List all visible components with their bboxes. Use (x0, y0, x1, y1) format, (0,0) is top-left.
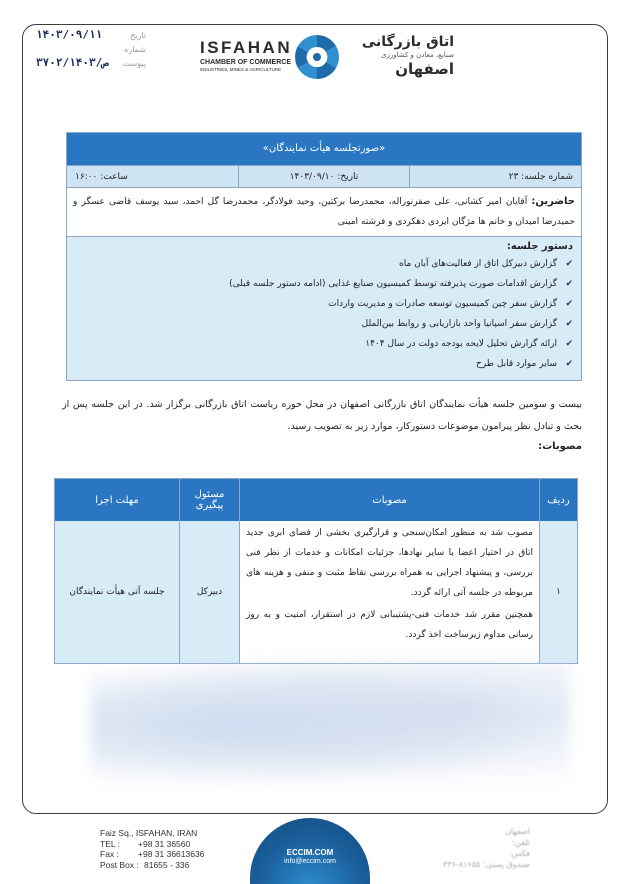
header-responsible: مسئول پیگیری (179, 479, 239, 521)
approval-paragraph-2: همچنین مقرر شد خدمات فنی-پشتیبانی لازم در استقرار، امنیت و به روز رسانی مداوم زیرساخت اخذ گردد. (246, 610, 533, 640)
intro-paragraph: بیست و سومین جلسه هیأت نمایندگان اتاق بازرگانی اصفهان در محل حوزه ریاست اتاق بازرگانی برگزار شد. در این جلسه پس از بحث و تبادل نظر پیرامون موضوعات دستورکار، موارد زیر به تصویب رسید. (62, 399, 582, 432)
agenda-item-text: گزارش سفر اسپانیا واحد بازاریابی و روابط بین‌الملل (361, 319, 557, 329)
fax-value: +98 31 36613636 (138, 849, 205, 859)
logo-en-line2: INDUSTRIES, MINES & AGRICULTURE (200, 67, 282, 72)
redacted-signatures (90, 660, 570, 790)
responsible: دبیرکل (179, 521, 239, 663)
chamber-logo-icon (292, 32, 342, 82)
header-deadline: مهلت اجرا (95, 494, 139, 506)
check-icon: ✔ (565, 299, 573, 309)
agenda-item-text: گزارش سفر چین کمیسیون توسعه صادرات و مدیریت واردات (328, 299, 557, 309)
logo-en-name: ISFAHAN (200, 38, 293, 57)
check-icon: ✔ (565, 339, 573, 349)
logo-persian (344, 34, 454, 78)
approvals-table (54, 478, 578, 664)
session-number: شماره جلسه: ۲۳ (409, 166, 581, 187)
tel-label: TEL : (100, 838, 120, 849)
session-time: ساعت: ۱۶:۰۰ (74, 172, 128, 182)
agenda-item (75, 314, 573, 334)
footer-contact-en (100, 828, 204, 870)
agenda-item (75, 354, 573, 374)
agenda-item-text: گزارش اقدامات صورت پذیرفته توسط کمیسیون صنایع غذایی (ادامه دستور جلسه قبلی) (229, 279, 557, 289)
letterhead (0, 28, 625, 98)
reference-block (36, 28, 146, 73)
number-label: شماره (124, 45, 146, 54)
footer-address: Faiz Sq., ISFAHAN, IRAN (100, 828, 198, 838)
attendees-text: آقایان امیر کشانی، علی صفرنوراله، محمدرضا برکتین، وحید فولادگر، محمدرضا گل احمد، سید یوسف قاضی عسگر و حمیدرضا امیدان و خانم ها مژگان ایزدی دهکردی و فرشته امینی (73, 197, 575, 227)
approvals-label: مصوبات: (538, 441, 582, 452)
check-icon: ✔ (565, 259, 573, 269)
logo-en-line1: CHAMBER OF COMMERCE (200, 59, 291, 66)
meeting-meta-row (67, 165, 581, 187)
agenda-item (75, 254, 573, 274)
header-row-number: ردیف (539, 479, 577, 521)
approvals-header-row (55, 479, 577, 521)
pobox-value: 81655 - 336 (144, 859, 190, 870)
attachment-label: پیوست (122, 59, 146, 68)
footer-web (250, 818, 370, 884)
footer-fa-line: تلفن: (512, 838, 530, 847)
session-date: تاریخ: ۱۴۰۳/۰۹/۱۰ (238, 166, 410, 187)
date-label: تاریخ (130, 31, 146, 40)
agenda-item (75, 334, 573, 354)
agenda (67, 236, 581, 380)
logo-english (200, 38, 295, 72)
agenda-label: دستور جلسه: (506, 241, 573, 252)
number-value: ۳۷۰۲/ص/۱۴۰۳ (36, 56, 109, 69)
deadline: جلسه آتی هیأت نمایندگان (69, 587, 165, 597)
check-icon: ✔ (565, 279, 573, 289)
check-icon: ✔ (565, 359, 573, 369)
header-approvals: مصوبات (239, 479, 539, 521)
footer-fa-line: اصفهان (504, 827, 530, 836)
logo-fa-city: اصفهان (395, 60, 454, 78)
date-value: ۱۴۰۳/۰۹/۱۱ (36, 28, 103, 41)
agenda-item-text: ارائه گزارش تحلیل لایحه بودجه دولت در سال ۱۴۰۴ (365, 339, 557, 349)
table-row (55, 521, 577, 663)
footer-fa-line: فکس: (508, 849, 530, 858)
agenda-item (75, 294, 573, 314)
logo-fa-line1: صنایع، معادن و کشاورزی (380, 51, 454, 59)
approval-paragraph-1: مصوب شد به منظور امکان‌سنجی و قرارگیری بخشی از فضای ابری جدید اتاق در اختیار اعضا یا سایر نهادها، جزئیات امکانات و خدمات از نظر فنی بررسی، و پیشنهاد اجرایی به همراه بررسی نقاط مثبت و منفی و هزینه های مربوطه در جلسه آتی ارائه گردد. (246, 528, 533, 598)
pobox-label: Post Box : (100, 859, 139, 870)
tel-value: +98 31 36560 (138, 838, 191, 849)
agenda-item-text: سایر موارد قابل طرح (476, 359, 557, 369)
check-icon: ✔ (565, 319, 573, 329)
footer-website: ECCIM.COM (286, 848, 334, 857)
footer-fa-line: صندوق پستی: ۸۱۶۵۵-۳۳۶ (443, 860, 530, 869)
agenda-item (75, 274, 573, 294)
meeting-info-table (66, 132, 582, 381)
footer-contact-fa (440, 826, 530, 870)
logo-fa-name: اتاق بازرگانی (361, 34, 454, 50)
attendees-label: حاضرین: (531, 196, 575, 207)
agenda-item-text: گزارش دبیرکل اتاق از فعالیت‌های آبان ماه (399, 259, 557, 269)
row-number: ۱ (539, 521, 577, 663)
meeting-title: «صورتجلسه هیأت نمایندگان» (67, 133, 581, 165)
fax-label: Fax : (100, 849, 119, 859)
approval-text (239, 521, 539, 663)
footer-email: info@eccim.com (284, 858, 336, 865)
attendees (67, 187, 581, 236)
